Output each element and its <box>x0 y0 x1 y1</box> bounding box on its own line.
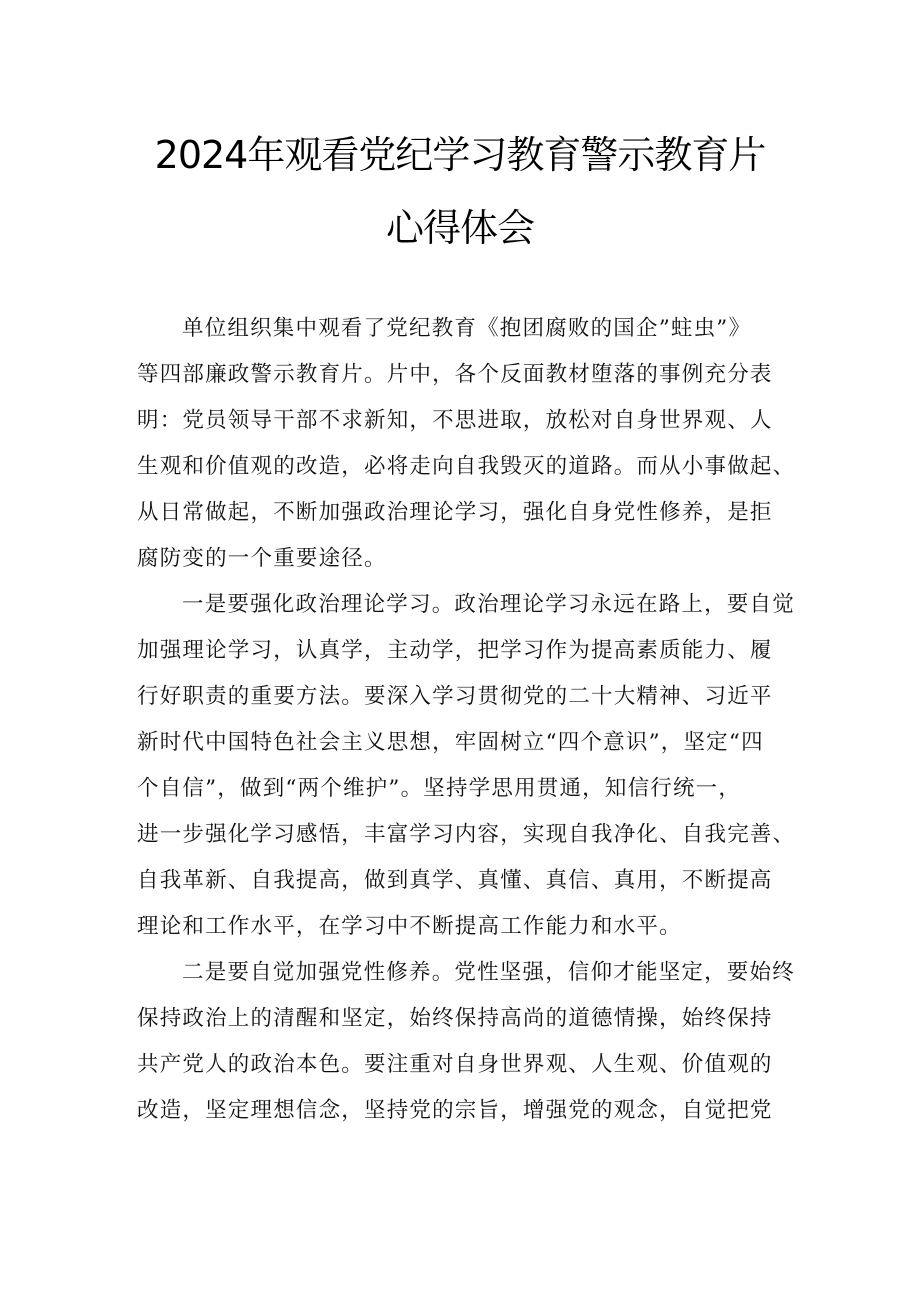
paragraph-line: 共产党人的政治本色。要注重对自身世界观、人生观、价值观的 <box>137 1052 773 1077</box>
document-title-line-1: 2024年观看党纪学习教育警示教育片 <box>154 133 766 177</box>
paragraph-line: 行好职责的重要方法。要深入学习贯彻党的二十大精神、习近平 <box>137 684 773 709</box>
document-title-line-2: 心得体会 <box>385 206 534 250</box>
paragraph-line: 等四部廉政警示教育片。片中，各个反面教材堕落的事例充分表 <box>137 362 773 387</box>
paragraph-line: 二是要自觉加强党性修养。党性坚强，信仰才能坚定，要始终 <box>182 960 795 985</box>
paragraph-line: 新时代中国特色社会主义思想，牢固树立“四个意识”，坚定“四 <box>137 730 764 755</box>
paragraph-line: 理论和工作水平，在学习中不断提高工作能力和水平。 <box>137 914 682 939</box>
paragraph-line: 保持政治上的清醒和坚定，始终保持高尚的道德情操，始终保持 <box>137 1006 773 1031</box>
paragraph-2 <box>137 582 796 950</box>
paragraph-line: 加强理论学习，认真学，主动学，把学习作为提高素质能力、履 <box>137 638 773 663</box>
paragraph-line: 明：党员领导干部不求新知，不思进取，放松对自身世界观、人 <box>137 408 773 433</box>
paragraph-1 <box>137 306 796 582</box>
paragraph-line: 生观和价值观的改造，必将走向自我毁灭的道路。而从小事做起、 <box>137 454 796 479</box>
paragraph-line: 单位组织集中观看了党纪教育《抱团腐败的国企”蛀虫”》 <box>182 316 752 341</box>
paragraph-line: 自我革新、自我提高，做到真学、真懂、真信、真用，不断提高 <box>137 868 773 893</box>
paragraph-line: 腐防变的一个重要途径。 <box>137 546 387 571</box>
document-body <box>137 306 796 1134</box>
paragraph-line: 一是要强化政治理论学习。政治理论学习永远在路上，要自觉 <box>182 592 795 617</box>
paragraph-line: 进一步强化学习感悟，丰富学习内容，实现自我净化、自我完善、 <box>137 822 796 847</box>
paragraph-line: 个自信”，做到“两个维护”。坚持学思用贯通，知信行统一， <box>137 776 742 801</box>
paragraph-line: 从日常做起，不断加强政治理论学习，强化自身党性修养，是拒 <box>137 500 773 525</box>
paragraph-3 <box>137 950 795 1134</box>
paragraph-line: 改造，坚定理想信念，坚持党的宗旨，增强党的观念，自觉把党 <box>137 1098 773 1123</box>
